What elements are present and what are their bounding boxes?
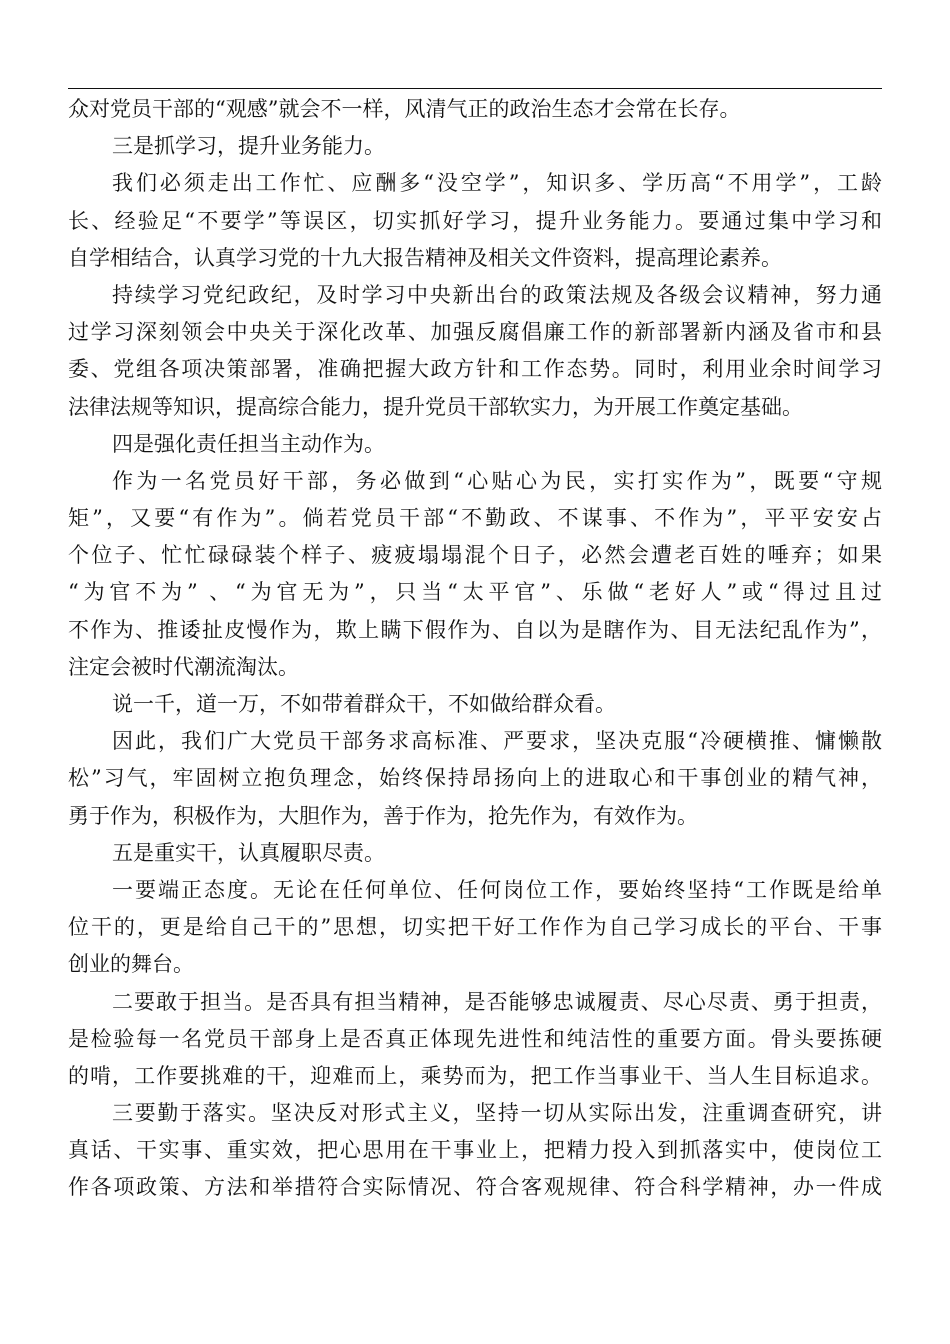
text-line: 委、党组各项决策部署，准确把握大政方针和工作态势。同时，利用业余时间学习 — [68, 357, 882, 382]
text-line: 众对党员干部的“观感”就会不一样，风清气正的政治生态才会常在长存。 — [68, 97, 741, 121]
document-body — [68, 91, 882, 1207]
text-line: 我们必须走出工作忙、应酬多“没空学”，知识多、学历高“不用学”，工龄 — [112, 171, 882, 196]
text-line: 法律法规等知识，提高综合能力，提升党员干部软实力，为开展工作奠定基础。 — [68, 394, 803, 419]
text-line: 说一千，道一万，不如带着群众干，不如做给群众看。 — [112, 692, 616, 716]
text-line: 作为一名党员好干部，务必做到“心贴心为民，实打实作为”，既要“守规 — [112, 468, 882, 493]
text-line: 过学习深刻领会中央关于深化改革、加强反腐倡廉工作的新部署新内涵及省市和县 — [68, 320, 882, 345]
text-line: 作各项政策、方法和举措符合实际情况、符合客观规律、符合科学精神，办一件成 — [68, 1175, 882, 1200]
text-line: 五是重实干，认真履职尽责。 — [112, 840, 385, 865]
header-rule — [68, 88, 882, 89]
text-line: 四是强化责任担当主动作为。 — [112, 431, 385, 456]
text-line: 自学相结合，认真学习党的十九大报告精神及相关文件资料，提高理论素养。 — [68, 245, 782, 270]
text-line: 位干的，更是给自己干的”思想，切实把干好工作作为自己学习成长的平台、干事 — [68, 915, 882, 940]
text-line: 的啃，工作要挑难的干，迎难而上，乘势而为，把工作当事业干、当人生目标追求。 — [68, 1063, 882, 1088]
text-line: 勇于作为，积极作为，大胆作为，善于作为，抢先作为，有效作为。 — [68, 803, 698, 828]
text-line: 二要敢于担当。是否具有担当精神，是否能够忠诚履责、尽心尽责、勇于担责， — [112, 989, 882, 1014]
text-line: 松”习气，牢固树立抱负理念，始终保持昂扬向上的进取心和干事创业的精气神， — [68, 766, 882, 791]
text-line: 注定会被时代潮流淘汰。 — [68, 654, 299, 679]
text-line: 长、经验足“不要学”等误区，切实抓好学习，提升业务能力。要通过集中学习和 — [68, 208, 882, 233]
text-line: 持续学习党纪政纪，及时学习中央新出台的政策法规及各级会议精神，努力通 — [112, 282, 882, 307]
text-line: “为官不为” 、“为官无为”，只当“太平官”、乐做“老好人”或“得过且过 — [68, 580, 882, 605]
text-line: 矩”，又要“有作为”。倘若党员干部“不勤政、不谋事、不作为”，平平安安占 — [68, 506, 882, 531]
text-line: 三要勤于落实。坚决反对形式主义，坚持一切从实际出发，注重调查研究，讲 — [112, 1101, 882, 1126]
text-line: 个位子、忙忙碌碌装个样子、疲疲塌塌混个日子，必然会遭老百姓的唾弃；如果 — [68, 543, 882, 568]
text-line: 不作为、推诿扯皮慢作为，欺上瞒下假作为、自以为是瞎作为、目无法纪乱作为”， — [68, 617, 882, 642]
text-line: 因此，我们广大党员干部务求高标准、严要求，坚决克服“冷硬横推、慵懒散 — [112, 729, 882, 754]
text-line: 一要端正态度。无论在任何单位、任何岗位工作，要始终坚持“工作既是给单 — [112, 877, 882, 902]
text-line: 是检验每一名党员干部身上是否真正体现先进性和纯洁性的重要方面。骨头要拣硬 — [68, 1026, 882, 1051]
text-line: 真话、干实事、重实效，把心思用在干事业上，把精力投入到抓落实中，使岗位工 — [68, 1138, 882, 1163]
text-line: 三是抓学习，提升业务能力。 — [112, 134, 385, 159]
text-line: 创业的舞台。 — [68, 952, 194, 977]
